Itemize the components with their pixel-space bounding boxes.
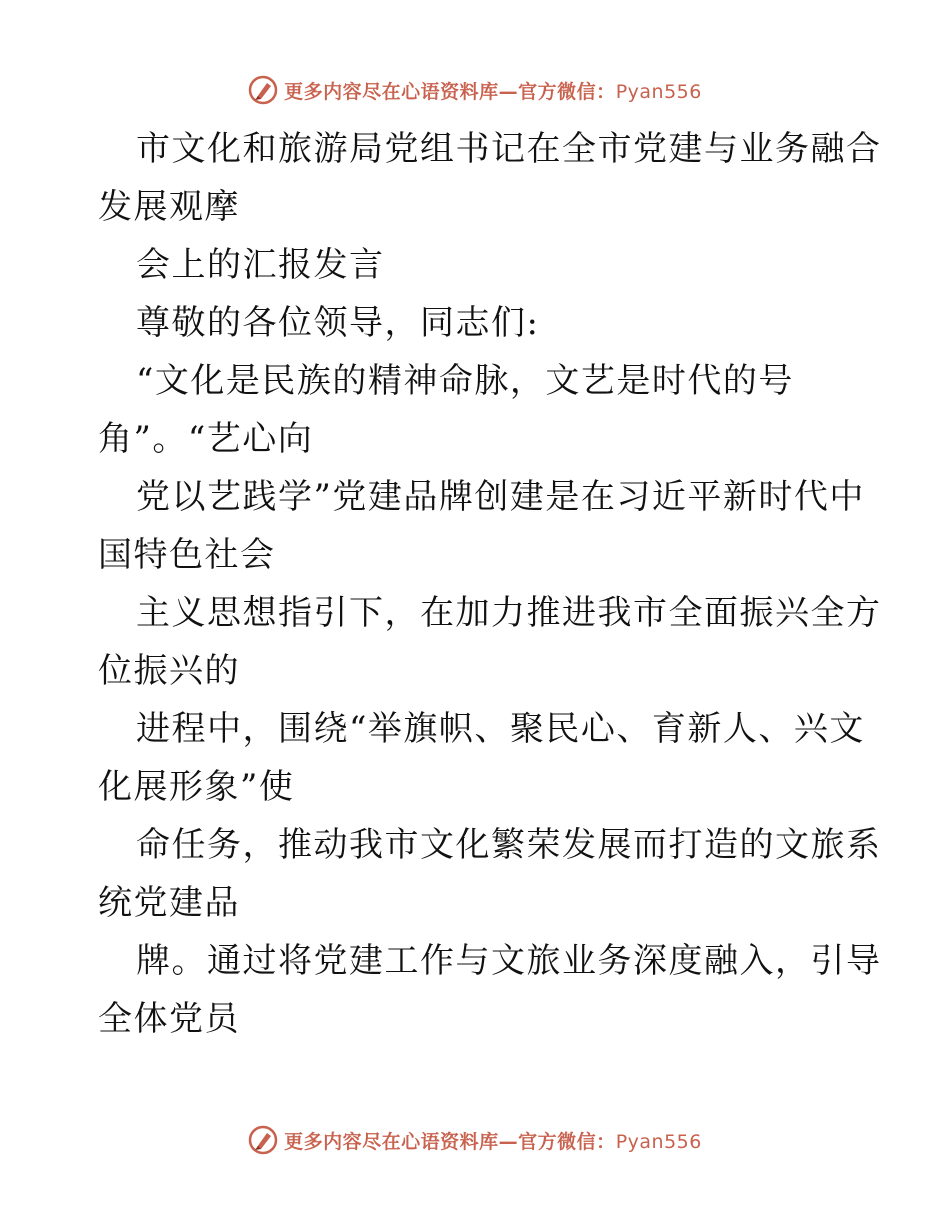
- text-line: 化展形象”使: [98, 767, 295, 807]
- text-line: 命任务，推动我市文化繁荣发展而打造的文旅系: [136, 825, 882, 865]
- wechat-label: 官方微信：: [518, 1130, 616, 1153]
- text-line: 位振兴的: [98, 651, 240, 691]
- text-line: 主义思想指引下，在加力推进我市全面振兴全方: [136, 593, 882, 633]
- text-line: 角”。“艺心向: [98, 419, 314, 459]
- wechat-account: Pyan556: [615, 1130, 702, 1153]
- banner-text: [284, 1127, 702, 1154]
- text-line: 市文化和旅游局党组书记在全市党建与业务融合: [136, 129, 882, 169]
- wechat-label: 官方微信：: [518, 80, 616, 103]
- document-body: [98, 120, 882, 1048]
- text-line: 国特色社会: [98, 535, 276, 575]
- text-line: 尊敬的各位领导，同志们:: [136, 303, 540, 343]
- text-line: 进程中，围绕“举旗帜、聚民心、育新人、兴文: [136, 709, 865, 749]
- text-line: 党以艺践学”党建品牌创建是在习近平新时代中: [136, 477, 865, 517]
- brand-text: 更多内容尽在心语资料库: [284, 1130, 499, 1153]
- text-line: 统党建品: [98, 883, 240, 923]
- text-line: “文化是民族的精神命脉，文艺是时代的号: [136, 361, 794, 401]
- separator: —: [498, 1130, 519, 1153]
- wechat-account: Pyan556: [615, 80, 702, 103]
- pen-nib-icon: [248, 75, 278, 105]
- header-banner: [0, 70, 950, 110]
- text-line: 全体党员: [98, 999, 240, 1039]
- text-line: 牌。通过将党建工作与文旅业务深度融入，引导: [136, 941, 882, 981]
- footer-banner: [0, 1120, 950, 1160]
- pen-nib-icon: [248, 1125, 278, 1155]
- separator: —: [498, 80, 519, 103]
- text-line: 会上的汇报发言: [136, 245, 385, 285]
- text-line: 发展观摩: [98, 187, 240, 227]
- banner-text: [284, 77, 702, 104]
- brand-text: 更多内容尽在心语资料库: [284, 80, 499, 103]
